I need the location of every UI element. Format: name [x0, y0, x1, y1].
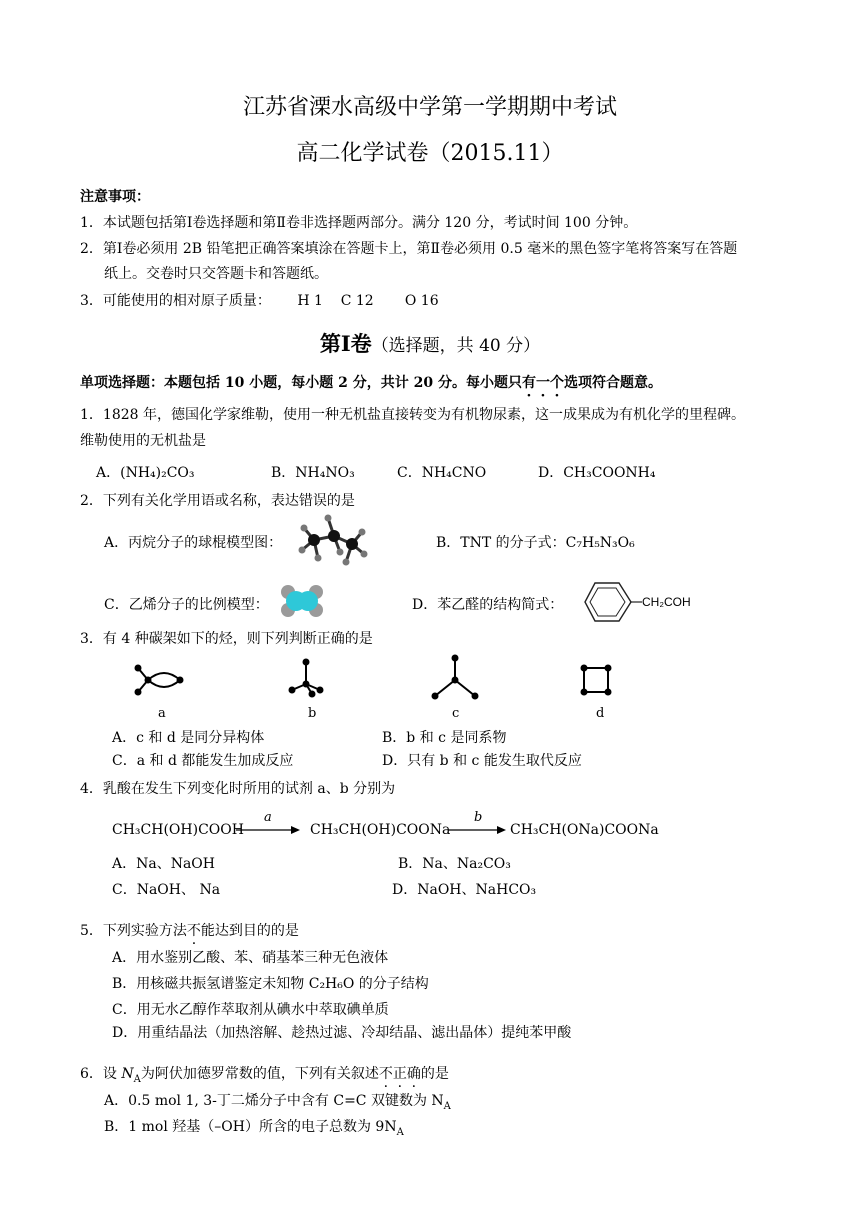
note-2-cont: 纸上。交卷时只交答题卡和答题纸。: [104, 266, 328, 282]
q6-emph-2: 正: [392, 1066, 407, 1082]
q6-stem-b: 为阿伏加德罗常数的值，下列有关叙述: [140, 1066, 379, 1082]
q2-d-group: CH₂COH: [642, 595, 691, 609]
section-main: 第Ⅰ卷: [319, 331, 372, 356]
carbon-skeleton-c: [430, 654, 480, 700]
q5-option-c: C．用无水乙醇作萃取剂从碘水中萃取碘单质: [112, 1002, 389, 1018]
q6-na-sub: A: [133, 1073, 141, 1085]
q6-emph-1: 不: [378, 1066, 393, 1082]
note-3: [80, 290, 439, 310]
q4-product: CH₃CH(ONa)COONa: [510, 822, 659, 838]
skeleton-label-d: d: [596, 706, 605, 721]
carbon-skeleton-b: [286, 658, 330, 698]
q4-option-c: C．NaOH、 Na: [112, 882, 221, 898]
notes-heading: 注意事项：: [80, 189, 150, 205]
q2-stem: 2．下列有关化学用语或名称，表达错误的是: [80, 493, 355, 509]
skeleton-label-c: c: [452, 706, 460, 721]
q1-option-d: D．CH₃COONH₄: [538, 465, 656, 481]
q5-stem-emph: 不: [186, 923, 201, 939]
q1-option-c: C．NH₄CNO: [397, 465, 487, 481]
q4-reagent-b: b: [474, 810, 483, 825]
section-instructions: [80, 372, 662, 392]
skeleton-label-b: b: [308, 706, 317, 721]
q6-option-b-sub: A: [396, 1126, 404, 1138]
propane-ball-stick-model: [296, 510, 370, 568]
note-2: 2．第Ⅰ卷必须用 2B 铅笔把正确答案填涂在答题卡上，第Ⅱ卷必须用 0.5 毫米的黑色签字笔将答案写在答题: [80, 241, 738, 257]
q4-lactic-acid: CH₃CH(OH)COOH: [112, 822, 244, 838]
q4-option-d: D．NaOH、NaHCO₃: [392, 882, 537, 898]
exam-title: 江苏省溧水高级中学第一学期期中考试: [242, 95, 617, 120]
reaction-arrow-b: [448, 824, 508, 836]
q6-option-a-sub: A: [443, 1100, 451, 1112]
q6-na: N: [121, 1066, 134, 1082]
q3-option-d: D．只有 b 和 c 能发生取代反应: [382, 753, 582, 769]
carbon-skeleton-d: [580, 664, 612, 696]
q2-option-d: D．苯乙醛的结构简式：: [412, 597, 564, 613]
q2-option-a: A．丙烷分子的球棍模型图：: [104, 535, 283, 551]
note-3-label: 3．可能使用的相对原子质量：: [80, 293, 271, 309]
section-sub: （选择题，共 40 分）: [371, 336, 541, 356]
instr-emph-1: 有: [521, 375, 536, 391]
q6-option-a: [104, 1090, 451, 1112]
q3-option-c: C．a 和 d 都能发生加成反应: [112, 753, 294, 769]
note-1: 1．本试题包括第Ⅰ卷选择题和第Ⅱ卷非选择题两部分。满分 120 分，考试时间 100 分钟。: [80, 215, 638, 231]
q2-option-c: C．乙烯分子的比例模型：: [104, 597, 269, 613]
q6-stem-a: 6．设: [80, 1066, 122, 1082]
q4-intermediate: CH₃CH(OH)COONa: [310, 822, 451, 838]
q6-stem-c: 的是: [420, 1066, 449, 1082]
exam-subtitle: 高二化学试卷（2015.11）: [296, 141, 564, 166]
q5-option-a: A．用水鉴别乙酸、苯、硝基苯三种无色液体: [112, 950, 389, 966]
q3-option-b: B．b 和 c 是同系物: [382, 730, 507, 746]
q1-stem-cont: 维勒使用的无机盐是: [80, 433, 206, 449]
section-heading: [0, 328, 860, 358]
q4-stem: 4．乳酸在发生下列变化时所用的试剂 a、b 分别为: [80, 781, 396, 797]
q1-option-a: A．(NH₄)₂CO₃: [96, 465, 195, 481]
atomic-masses: H 1 C 12 O 16: [297, 293, 439, 309]
instr-text-a: 单项选择题：本题包括 10 小题，每小题 2 分，共计 20 分。每小题只: [80, 375, 522, 391]
q1-option-b: B．NH₄NO₃: [271, 465, 355, 481]
benzene-ring-icon: [584, 580, 634, 624]
q6-emph-3: 确: [406, 1066, 421, 1082]
q5-option-b: B．用核磁共振氢谱鉴定未知物 C₂H₆O 的分子结构: [112, 976, 429, 992]
ethylene-space-filling-model: [280, 584, 324, 618]
q5-stem-b: 能达到目的的是: [200, 923, 299, 939]
q2-option-b: B．TNT 的分子式：C₇H₅N₃O₆: [436, 535, 635, 551]
q5-stem-a: 5．下列实验方法: [80, 923, 187, 939]
instr-text-b: 选项符合题意。: [563, 375, 662, 391]
carbon-skeleton-a: [134, 664, 188, 696]
instr-emph-3: 个: [549, 375, 564, 391]
reaction-arrow-a: [236, 824, 302, 836]
q6-option-b: [104, 1116, 404, 1138]
q4-option-a: A．Na、NaOH: [112, 856, 215, 872]
q6-stem: [80, 1063, 449, 1085]
q4-option-b: B．Na、Na₂CO₃: [398, 856, 511, 872]
q5-stem: [80, 920, 299, 940]
q1-stem: 1．1828 年，德国化学家维勒，使用一种无机盐直接转变为有机物尿素，这一成果成为有机化学的里程碑。: [80, 407, 745, 423]
q3-stem: 3．有 4 种碳架如下的烃，则下列判断正确的是: [80, 631, 373, 647]
q4-reagent-a: a: [264, 810, 272, 825]
q3-option-a: A．c 和 d 是同分异构体: [112, 730, 265, 746]
q6-option-b-text: B．1 mol 羟基（–OH）所含的电子总数为 9N: [104, 1119, 397, 1135]
q6-option-a-text: A．0.5 mol 1, 3-丁二烯分子中含有 C=C 双键数为 N: [104, 1093, 444, 1109]
q5-option-d: D．用重结晶法（加热溶解、趁热过滤、冷却结晶、滤出晶体）提纯苯甲酸: [112, 1025, 572, 1041]
skeleton-label-a: a: [158, 706, 166, 721]
instr-emph-2: 一: [535, 375, 550, 391]
